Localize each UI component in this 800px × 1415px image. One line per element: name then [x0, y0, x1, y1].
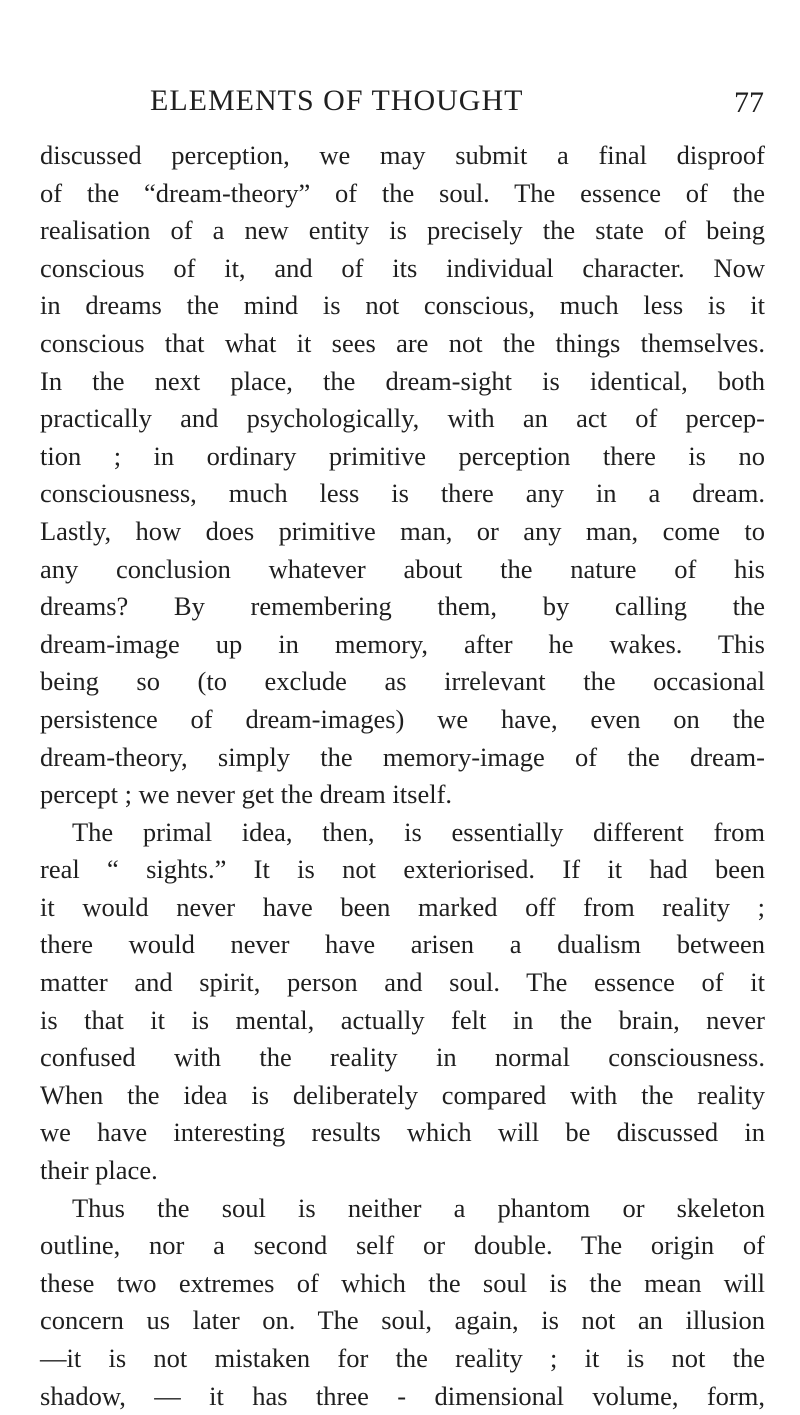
text-line: these two extremes of which the soul is the mean will — [40, 1267, 765, 1298]
page-header — [40, 84, 764, 124]
text-line: concern us later on. The soul, again, is not an illusion — [40, 1305, 765, 1336]
text-line: discussed perception, we may submit a final disproof — [40, 140, 765, 170]
text-line: their place. — [40, 1155, 158, 1186]
text-line: persistence of dream-images) we have, even on the — [40, 703, 765, 734]
text-line: there would never have arisen a dualism between — [40, 929, 765, 960]
text-line: In the next place, the dream-sight is identical, both — [40, 365, 765, 396]
text-line: conscious that what it sees are not the things themselves. — [40, 327, 765, 358]
page-number: 77 — [734, 86, 764, 119]
text-line: dream-theory, simply the memory-image of the dream- — [40, 741, 765, 772]
text-line: it would never have been marked off from reality ; — [40, 891, 765, 922]
text-line: dream-image up in memory, after he wakes. This — [40, 628, 765, 659]
text-line: any conclusion whatever about the nature of his — [40, 553, 765, 584]
text-line: When the idea is deliberately compared with the reality — [40, 1079, 765, 1110]
text-line: consciousness, much less is there any in a dream. — [40, 478, 765, 509]
text-line: confused with the reality in normal consciousness. — [40, 1042, 765, 1073]
text-line: Lastly, how does primitive man, or any man, come to — [40, 515, 765, 546]
running-head: ELEMENTS OF THOUGHT — [150, 84, 524, 117]
text-line: of the “dream-theory” of the soul. The essence of the — [40, 177, 765, 208]
text-line: real “ sights.” It is not exteriorised. If it had been — [40, 854, 765, 885]
text-line: Thus the soul is neither a phantom or skeleton — [72, 1192, 765, 1223]
text-line: dreams? By remembering them, by calling the — [40, 591, 765, 622]
text-line: —it is not mistaken for the reality ; it is not the — [40, 1343, 765, 1373]
text-line: percept ; we never get the dream itself. — [40, 779, 453, 810]
text-line: practically and psychologically, with an act of percep- — [40, 403, 765, 434]
text-line: The primal idea, then, is essentially different from — [72, 816, 765, 847]
text-line: in dreams the mind is not conscious, much less is it — [40, 290, 765, 321]
body-text — [40, 137, 765, 1415]
text-line: outline, nor a second self or double. The origin of — [40, 1230, 765, 1261]
text-line: we have interesting results which will be discussed in — [40, 1117, 765, 1148]
text-line: is that it is mental, actually felt in the brain, never — [40, 1004, 765, 1035]
text-line: tion ; in ordinary primitive perception there is no — [40, 440, 765, 471]
text-line: shadow, — it has three - dimensional volume, form, — [40, 1380, 765, 1411]
text-line: conscious of it, and of its individual character. Now — [40, 252, 765, 283]
text-line: matter and spirit, person and soul. The essence of it — [40, 967, 765, 998]
text-line: realisation of a new entity is precisely the state of being — [40, 215, 765, 246]
text-line: being so (to exclude as irrelevant the occasional — [40, 666, 765, 697]
